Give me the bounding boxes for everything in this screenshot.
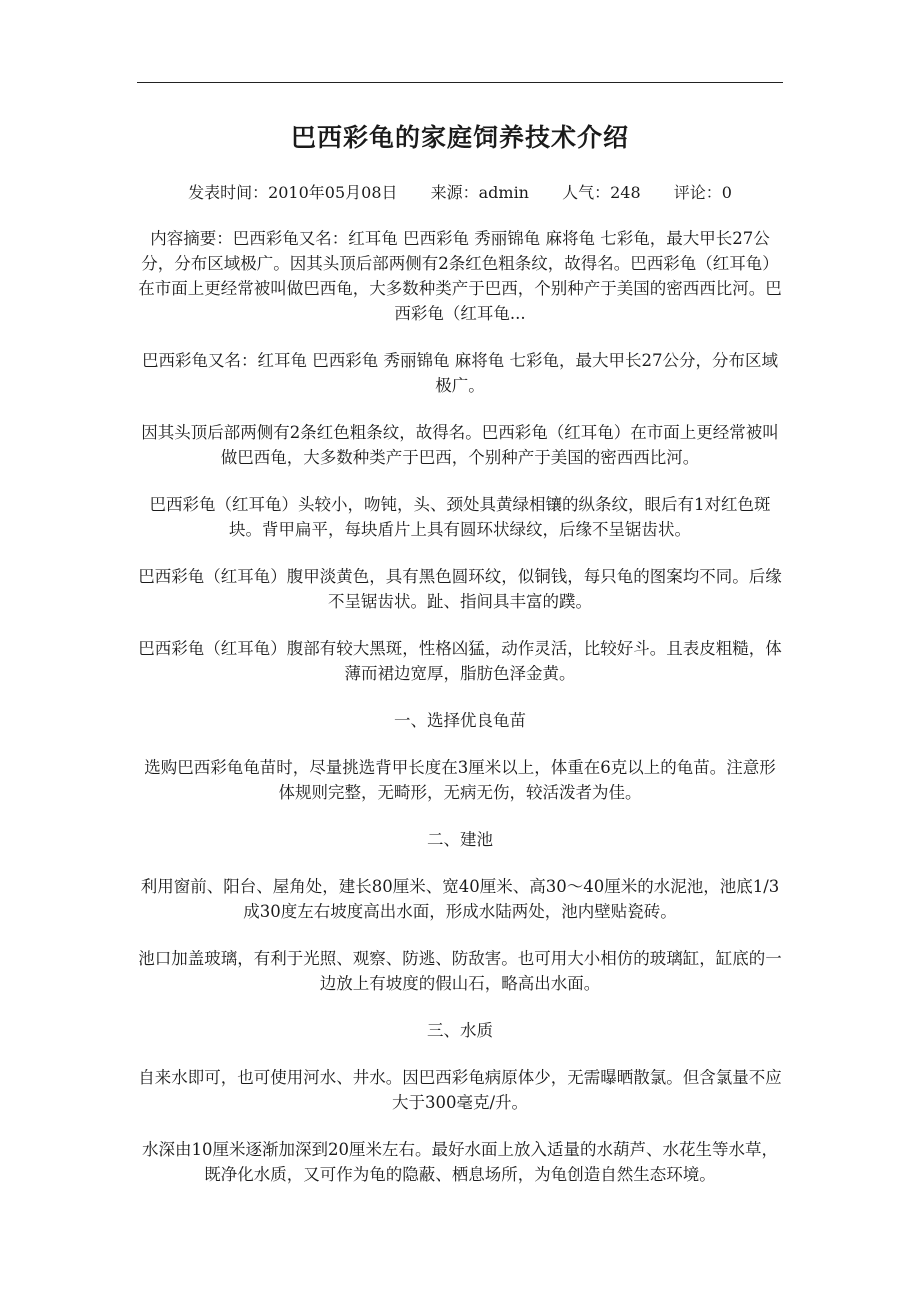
paragraph: 巴西彩龟（红耳龟）头较小，吻钝，头、颈处具黄绿相镶的纵条纹，眼后有1对红色斑块。背甲扁平，每块盾片上具有圆环状绿纹，后缘不呈锯齿状。 [149,495,771,539]
paragraph: 池口加盖玻璃，有利于光照、观察、防逃、防敌害。也可用大小相仿的玻璃缸，缸底的一边放上有坡度的假山石，略高出水面。 [138,949,782,993]
comment-count: 评论：0 [673,183,732,202]
paragraph: 巴西彩龟又名：红耳龟 巴西彩龟 秀丽锦龟 麻将龟 七彩龟，最大甲长27公分，分布区域极广。 [142,351,778,395]
section-heading: 一、选择优良龟苗 [394,711,526,730]
paragraph: 自来水即可，也可使用河水、井水。因巴西彩龟病原体少，无需曝晒散氯。但含氯量不应大于300毫克/升。 [138,1068,782,1112]
paragraph: 因其头顶后部两侧有2条红色粗条纹，故得名。巴西彩龟（红耳龟）在市面上更经常被叫做巴西龟，大多数种类产于巴西，个别种产于美国的密西西比河。 [141,423,779,467]
paragraph: 利用窗前、阳台、屋角处，建长80厘米、宽40厘米、高30～40厘米的水泥池，池底1/3成30度左右坡度高出水面，形成水陆两处，池内壁贴瓷砖。 [140,877,780,921]
paragraph: 选购巴西彩龟龟苗时，尽量挑选背甲长度在3厘米以上，体重在6克以上的龟苗。注意形体规则完整，无畸形，无病无伤，较活泼者为佳。 [144,758,776,802]
section-heading: 二、建池 [427,830,493,849]
paragraph: 巴西彩龟（红耳龟）腹甲淡黄色，具有黑色圆环纹，似铜钱，每只龟的图案均不同。后缘不呈锯齿状。趾、指间具丰富的蹼。 [138,567,782,611]
paragraph: 巴西彩龟（红耳龟）腹部有较大黑斑，性格凶猛，动作灵活，比较好斗。且表皮粗糙，体薄而裙边宽厚，脂肪色泽金黄。 [138,639,782,683]
article-body [137,226,783,1209]
article-summary: 内容摘要：巴西彩龟又名：红耳龟 巴西彩龟 秀丽锦龟 麻将龟 七彩龟，最大甲长27公分，分布区域极广。因其头顶后部两侧有2条红色粗条纹，故得名。巴西彩龟（红耳龟）在市面上更经常被叫做巴西龟，大多数种类产于巴西，个别种产于美国的密西西比河。巴西彩龟（红耳龟... [138,229,782,323]
top-divider [137,82,783,83]
article-meta [137,180,783,203]
article-title: 巴西彩龟的家庭饲养技术介绍 [290,123,629,152]
publish-time: 发表时间：2010年05月08日 [188,183,398,202]
section-heading: 三、水质 [427,1021,493,1040]
popularity: 人气：248 [562,183,641,202]
paragraph: 水深由10厘米逐渐加深到20厘米左右。最好水面上放入适量的水葫芦、水花生等水草，既净化水质，又可作为龟的隐蔽、栖息场所，为龟创造自然生态环境。 [142,1140,778,1184]
source: 来源：admin [430,183,529,202]
